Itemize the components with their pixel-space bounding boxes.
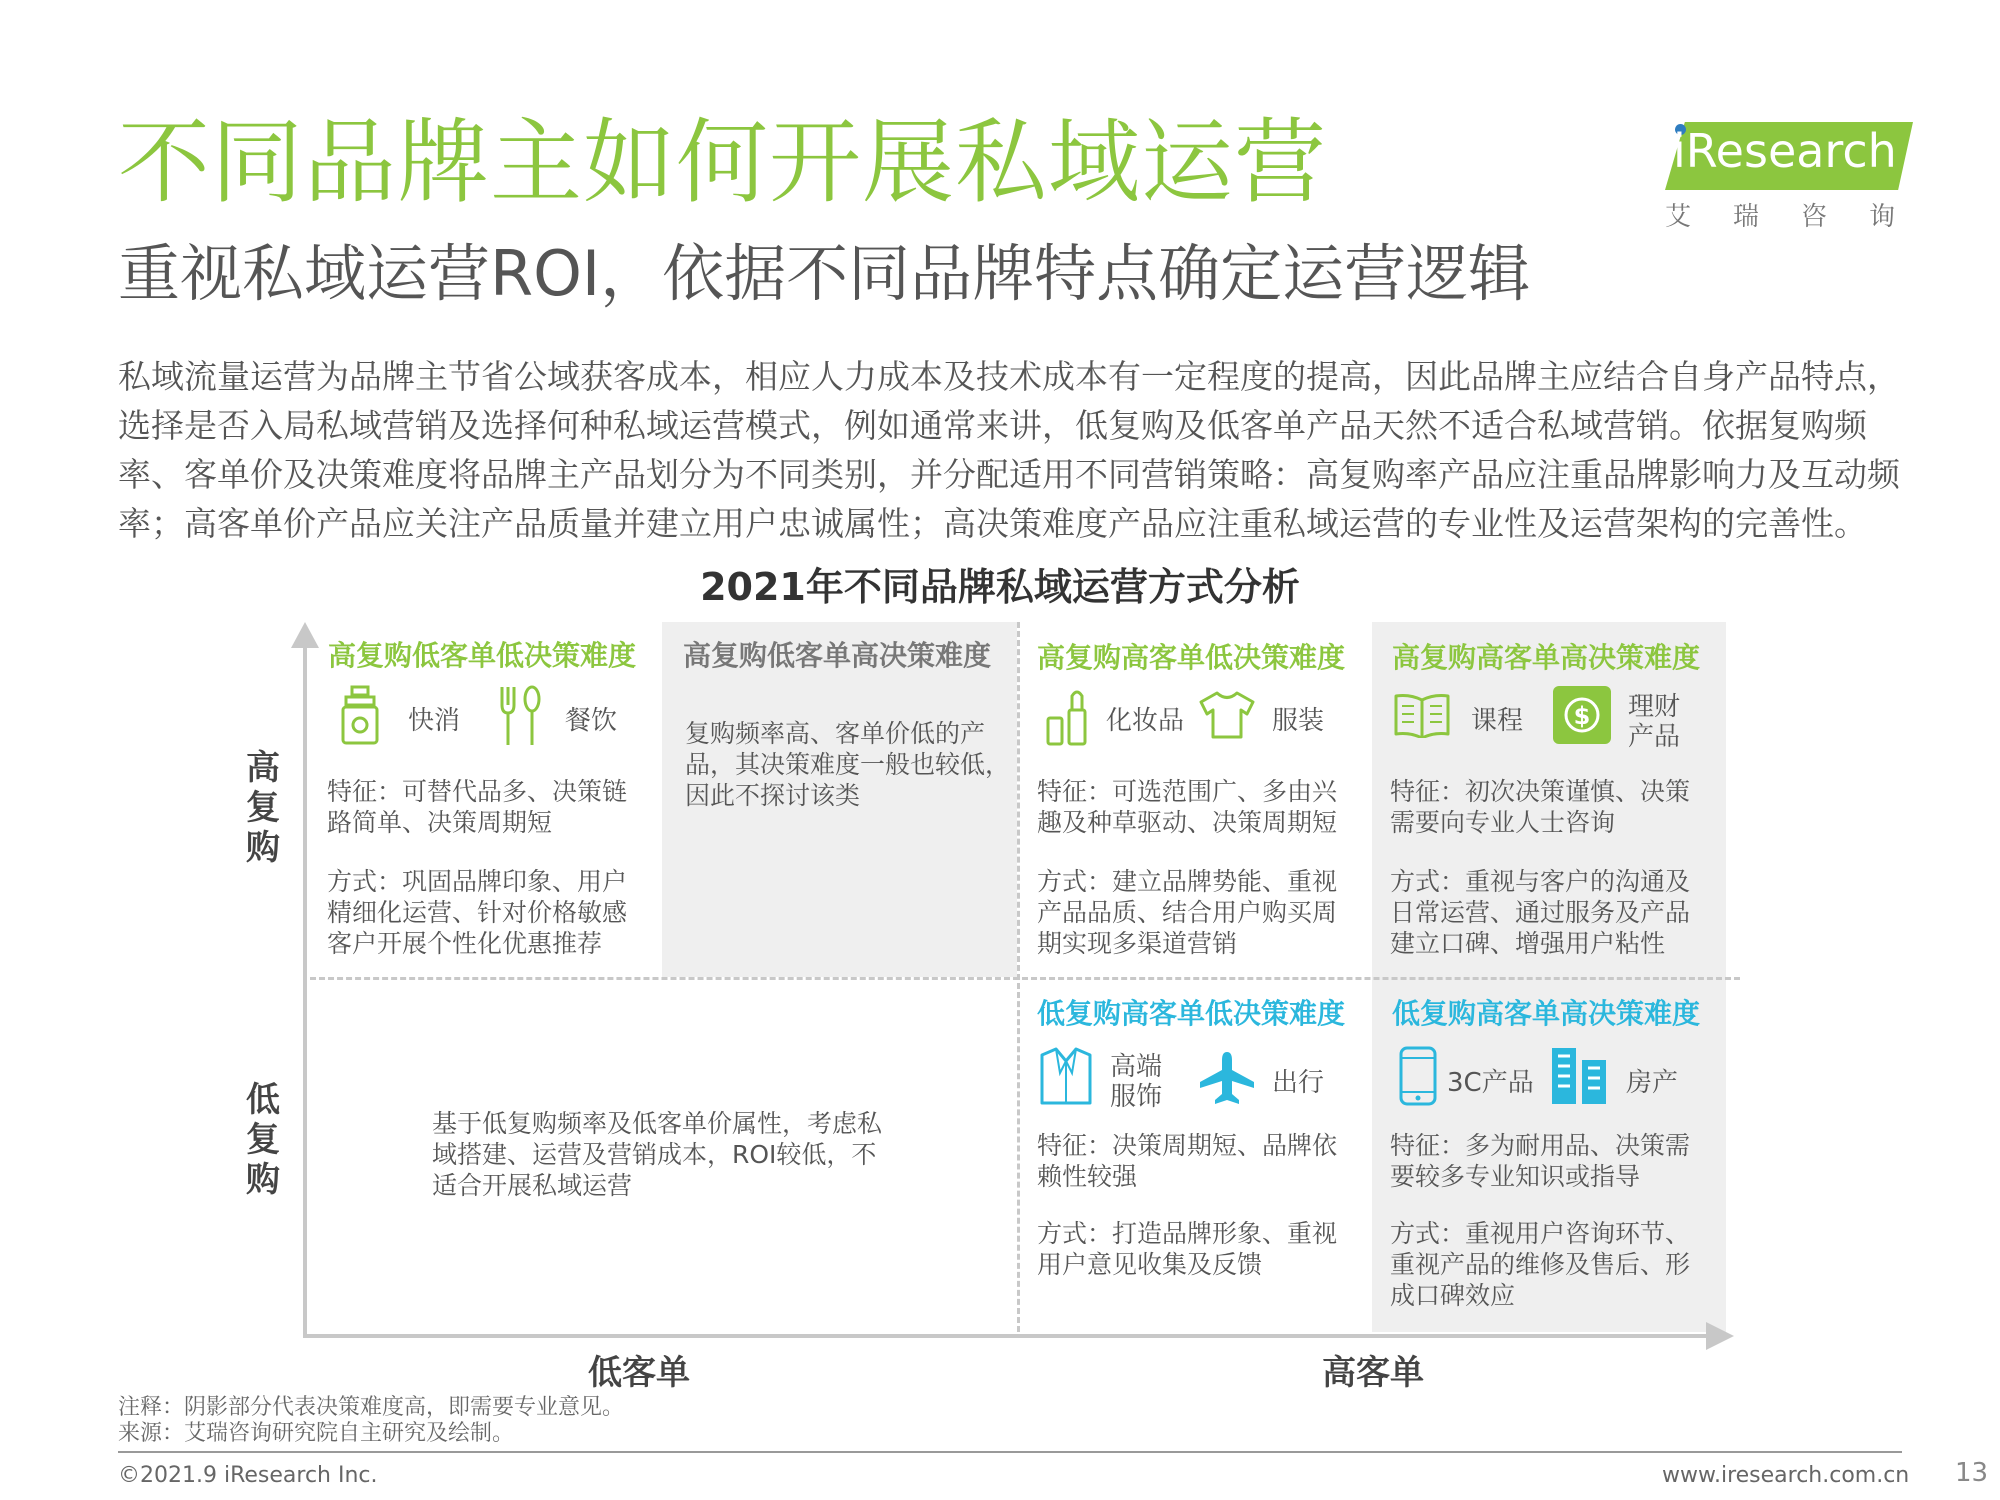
x-label-low: 低客单 (588, 1353, 690, 1393)
item-label: 出行 (1272, 1068, 1325, 1098)
q6-title: 低复购高客单高决策难度 (1392, 997, 1701, 1030)
source-text: 来源：艾瑞咨询研究院自主研究及绘制。 (118, 1421, 515, 1446)
page-subtitle: 重视私域运营ROI，依据不同品牌特点确定运营逻辑 (118, 237, 1531, 310)
suit-icon (1038, 1047, 1094, 1105)
item-label: 房产 (1626, 1068, 1679, 1098)
q4-title: 高复购高客单高决策难度 (1392, 641, 1701, 674)
logo-cn: 艾瑞咨询 (1665, 202, 1938, 232)
buildings-icon (1550, 1046, 1608, 1104)
chart-title: 2021年不同品牌私域运营方式分析 (700, 565, 1300, 609)
item-label: 快消 (408, 706, 461, 736)
horizontal-divider (310, 977, 1740, 980)
x-axis (303, 1334, 1713, 1338)
footer-url: www.iresearch.com.cn (1662, 1463, 1910, 1488)
airplane-icon (1198, 1050, 1256, 1104)
cosmetics-icon (1045, 688, 1091, 746)
item-label: 3C产品 (1447, 1068, 1534, 1098)
q5-method: 方式：打造品牌形象、重视用户意见收集及反馈 (1037, 1219, 1338, 1279)
y-label-high: 高复购 (246, 748, 280, 868)
q3-title: 高复购高客单低决策难度 (1037, 641, 1346, 674)
x-label-high: 高客单 (1322, 1353, 1424, 1393)
q6-method: 方式：重视用户咨询环节、重视产品的维修及售后、形成口碑效应 (1390, 1219, 1691, 1310)
item-label: 高端服饰 (1110, 1052, 1163, 1112)
y-label-low: 低复购 (246, 1080, 280, 1200)
item-label: 课程 (1471, 706, 1524, 736)
vertical-divider (1017, 622, 1020, 1332)
money-exchange-icon (1553, 686, 1611, 744)
q2-text: 复购频率高、客单价低的产品，其决策难度一般也较低，因此不探讨该类 (685, 719, 1011, 810)
svg-text:$: $ (1573, 702, 1591, 730)
open-book-icon (1392, 692, 1452, 738)
q3-method: 方式：建立品牌势能、重视产品品质、结合用户购买周期实现多渠道营销 (1037, 867, 1338, 958)
tshirt-icon (1197, 690, 1257, 740)
q4-feature: 特征：初次决策谨慎、决策需要向专业人士咨询 (1390, 777, 1691, 837)
q3-feature: 特征：可选范围广、多由兴趣及种草驱动、决策周期短 (1037, 777, 1338, 837)
q5-title: 低复购高客单低决策难度 (1037, 997, 1346, 1030)
footer-copyright: ©2021.9 iResearch Inc. (118, 1463, 378, 1488)
y-axis (303, 640, 307, 1338)
low-left-text: 基于低复购频率及低客单价属性，考虑私域搭建、运营及营销成本，ROI较低，不适合开展私域运营 (432, 1109, 883, 1200)
q6-feature: 特征：多为耐用品、决策需要较多专业知识或指导 (1390, 1131, 1691, 1191)
x-axis-arrow-icon (1706, 1322, 1734, 1350)
y-axis-arrow-icon (291, 622, 319, 648)
logo-brand: iResearch (1673, 124, 1897, 178)
item-label: 理财产品 (1628, 692, 1681, 752)
footer-divider (118, 1451, 1902, 1453)
intro-paragraph: 私域流量运营为品牌主节省公域获客成本，相应人力成本及技术成本有一定程度的提高，因此品牌主应结合自身产品特点，选择是否入局私域营销及选择何种私域运营模式，例如通常来讲，低复购及低客单产品天然不适合私域营销。依据复购频率、客单价及决策难度将品牌主产品划分为不同类别，并分配适用不同营销策略：高复购率产品应注重品牌影响力及互动频率；高客单价产品应关注产品质量并建立用户忠诚属性；高决策难度产品应注重私域运营的专业性及运营架构的完善性。 (118, 357, 1900, 543)
iresearch-logo (1665, 104, 1938, 232)
shampoo-bottle-icon (340, 685, 380, 747)
page-number: 13 (1955, 1458, 1989, 1488)
q2-title: 高复购低客单高决策难度 (683, 639, 992, 672)
item-label: 化妆品 (1106, 706, 1185, 736)
q5-feature: 特征：决策周期短、品牌依赖性较强 (1037, 1131, 1338, 1191)
smartphone-icon (1398, 1046, 1438, 1106)
q1-feature: 特征：可替代品多、决策链路简单、决策周期短 (327, 777, 628, 837)
item-label: 餐饮 (565, 706, 618, 736)
item-label: 服装 (1272, 706, 1325, 736)
note-text: 注释：阴影部分代表决策难度高，即需要专业意见。 (118, 1395, 625, 1420)
q1-method: 方式：巩固品牌印象、用户精细化运营、针对价格敏感客户开展个性化优惠推荐 (327, 867, 628, 958)
q4-method: 方式：重视与客户的沟通及日常运营、通过服务及产品建立口碑、增强用户粘性 (1390, 867, 1691, 958)
q1-title: 高复购低客单低决策难度 (328, 639, 637, 672)
fork-spoon-icon (498, 685, 542, 747)
page-title: 不同品牌主如何开展私域运营 (118, 109, 1328, 216)
